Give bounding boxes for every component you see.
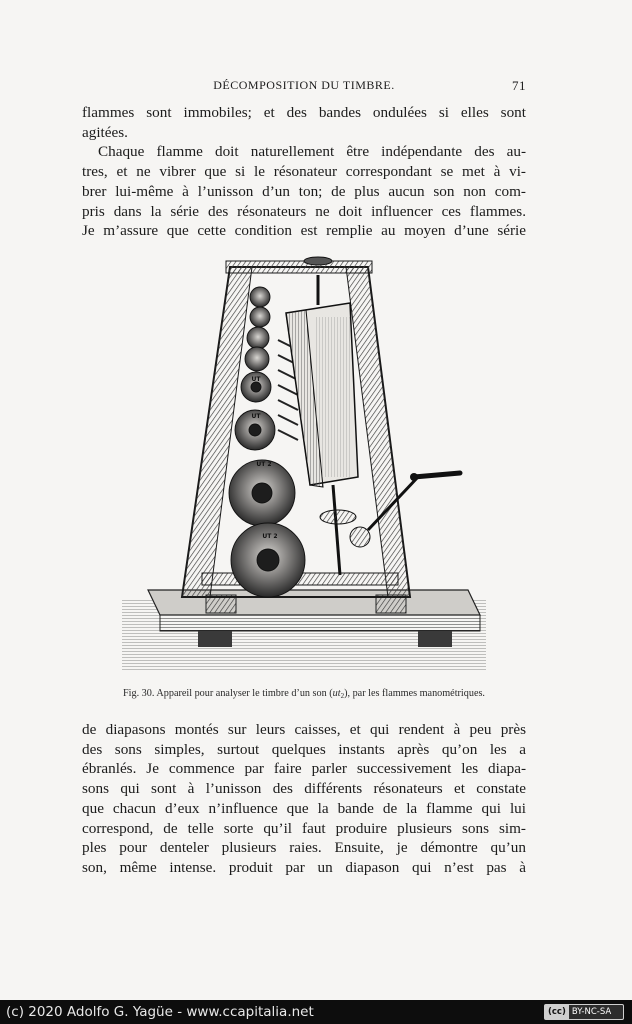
page-number: 71 xyxy=(512,78,526,93)
apparatus-engraving xyxy=(118,255,488,675)
text-line: de diapasons montés sur leurs caisses, et qui rendent à peu près xyxy=(82,721,526,738)
text-line: pris dans la série des résonateurs ne doit influencer ces flammes. xyxy=(82,202,526,220)
caption-note-var: ut xyxy=(332,688,341,699)
text-line: agitées. xyxy=(82,123,128,141)
text-line: sons qui sont à l’unisson des différents résonateurs et constate xyxy=(82,780,526,798)
text-line: Je m’assure que cette condition est remplie au moyen d’une série xyxy=(82,222,526,240)
license-text: BY-NC-SA xyxy=(571,1007,612,1017)
text-line: que chacun d’eux n’influence que la bande de la flamme qui lui xyxy=(82,799,526,817)
resonator-label: UT 2 xyxy=(256,461,272,468)
text-line: ébranlés. Je commence par faire parler successivement les diapa- xyxy=(82,760,526,778)
license-badge[interactable] xyxy=(544,1004,624,1020)
text-line: correspond, de telle sorte qu’il faut produire plusieurs sons sim- xyxy=(82,819,526,837)
text-line: Chaque flamme doit naturellement être indépendante des au- xyxy=(98,143,526,161)
text-line: des sons simples, surtout quelques instants après qu’on les a xyxy=(82,740,526,758)
running-head xyxy=(82,78,526,96)
resonator-label: UT 2 xyxy=(262,533,278,540)
footer-bar xyxy=(0,1000,632,1024)
paragraph-1 xyxy=(82,103,526,241)
caption-text: ), par les flammes manométriques. xyxy=(344,688,485,699)
paragraph-3 xyxy=(82,720,526,878)
chapter-title: DÉCOMPOSITION DU TIMBRE. xyxy=(213,78,395,92)
resonator-label: UT xyxy=(251,413,261,420)
text-line: brer lui-même à l’unisson d’un ton; de plus aucun son non com- xyxy=(82,182,526,200)
copyright-credit: (c) 2020 Adolfo G. Yagüe - www.ccapitalia.net xyxy=(6,1004,314,1020)
figure-caption xyxy=(82,688,526,700)
text-line: tres, et ne vibrer que si le résonateur correspondant se met à vi- xyxy=(82,163,526,181)
cc-icon: (cc) xyxy=(545,1005,569,1019)
text-line: ples pour denteler plusieurs raies. Ensuite, je démontre qu’un xyxy=(82,839,526,857)
text-line: son, même intense. produit par un diapason qui n’est pas à xyxy=(82,858,526,876)
text-line: flammes sont immobiles; et des bandes ondulées si elles sont xyxy=(82,104,526,121)
caption-subscript: 2 xyxy=(340,692,345,700)
resonator-label: UT xyxy=(251,376,261,383)
caption-text: Fig. 30. Appareil pour analyser le timbre d’un son ( xyxy=(123,688,333,699)
